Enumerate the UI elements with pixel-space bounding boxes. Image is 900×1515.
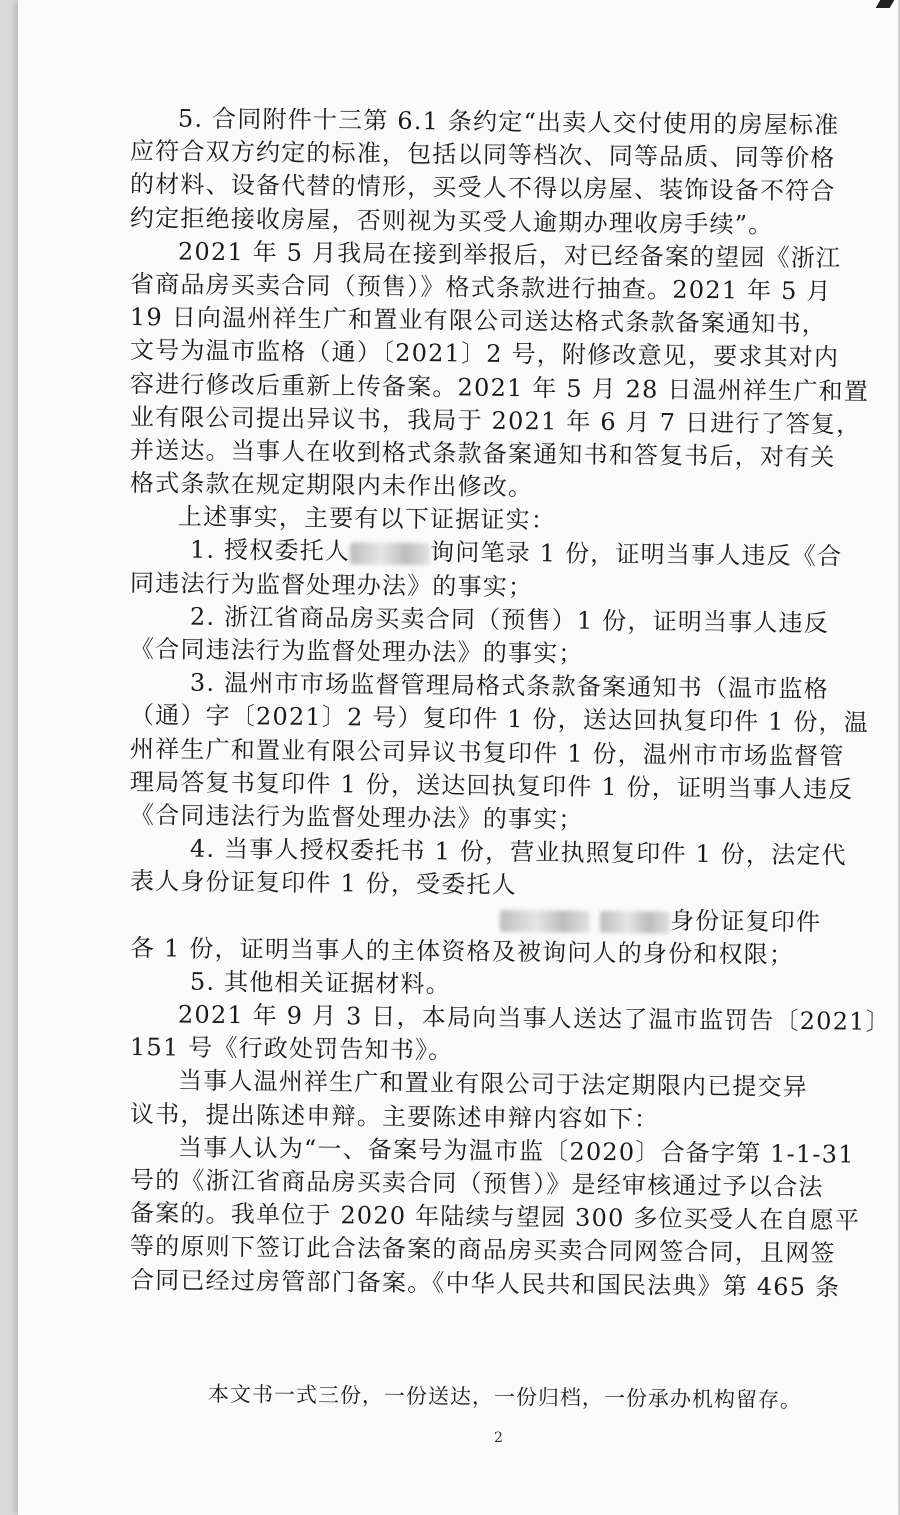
corner-mark	[876, 0, 895, 8]
text-line: 州祥生广和置业有限公司异议书复印件 1 份，温州市市场监督管	[129, 734, 845, 771]
text-line: 各 1 份，证明当事人的主体资格及被询问人的身份和权限；	[129, 933, 795, 969]
redaction-blur	[600, 910, 670, 933]
text-line: 容进行修改后重新上传备案。2021 年 5 月 28 日温州祥生广和置	[129, 369, 870, 406]
text-line: 2021 年 9 月 3 日，本局向当事人送达了温市监罚告〔2021〕	[177, 1000, 891, 1037]
document-body	[129, 102, 891, 1301]
page-number: 2	[494, 1430, 503, 1446]
text-line: 等的原则下签订此合法备案的商品房买卖合同网签合同，且网签	[129, 1232, 836, 1268]
text-line: 格式条款在规定期限内未作出修改。	[129, 469, 534, 502]
redaction-blur	[350, 542, 430, 565]
text-line: 应符合双方约定的标准，包括以同等档次、同等品质、同等价格	[129, 137, 836, 173]
text-line: 并送达。当事人在收到格式条款备案通知书和答复书后，对有关	[129, 435, 836, 472]
text-line: 省商品房买卖合同（预售）》格式条款进行抽查。2021 年 5 月	[129, 269, 832, 306]
text-line: 的材料、设备代替的情形，买受人不得以房屋、装饰设备不符合	[129, 170, 836, 206]
text-line: 上述事实，主要有以下证据证实：	[177, 502, 557, 535]
text-line: 151 号《行政处罚告知书》。	[129, 1033, 454, 1065]
text-line: 19 日向温州祥生广和置业有限公司送达格式条款备案通知书，	[129, 303, 828, 339]
text-line: 《合同违法行为监督处理办法》的事实；	[129, 800, 584, 834]
text-line: 当事人温州祥生广和置业有限公司于法定期限内已提交异	[177, 1066, 809, 1102]
text-line: 5. 合同附件十三第 6.1 条约定“出卖人交付使用的房屋标准	[177, 104, 840, 140]
footer-note: 本文书一式三份，一份送达，一份归档，一份承办机构留存。	[207, 1382, 803, 1413]
text-line: 文号为温市监格（通）〔2021〕2 号，附修改意见，要求其对内	[129, 336, 840, 372]
text-line: 2021 年 5 月我局在接到举报后，对已经备案的望园《浙江	[177, 237, 842, 273]
text-segment: 1. 授权委托人	[189, 536, 351, 566]
document-page	[18, 0, 898, 1515]
text-line: 3. 温州市市场监督管理局格式条款备案通知书（温市监格	[189, 668, 830, 704]
text-segment: 表人身份证复印件 1 份，受委托人	[129, 867, 518, 900]
text-line: （通）字〔2021〕2 号）复印件 1 份，送达回执复印件 1 份，温	[129, 701, 870, 738]
text-segment: 身份证复印件	[669, 906, 822, 936]
text-line: 合同已经过房管部门备案。《中华人民共和国民法典》第 465 条	[129, 1265, 841, 1301]
text-line: 《合同违法行为监督处理办法》的事实；	[129, 635, 584, 668]
text-line: 4. 当事人授权委托书 1 份，营业执照复印件 1 份，法定代	[189, 834, 847, 870]
redaction-blur	[500, 909, 590, 932]
text-segment: 询问笔录 1 份，证明当事人违反《合	[429, 538, 843, 571]
text-line: 议书，提出陈述申辩。主要陈述申辩内容如下：	[129, 1099, 660, 1134]
text-line: 备案的。我单位于 2020 年陆续与望园 300 多位买受人在自愿平	[129, 1199, 861, 1235]
text-line: 2. 浙江省商品房买卖合同（预售）1 份，证明当事人违反	[189, 602, 830, 638]
text-line: 号的《浙江省商品房买卖合同（预售）》是经审核通过予以合法	[129, 1166, 824, 1202]
text-line: 理局答复书复印件 1 份，送达回执复印件 1 份，证明当事人违反	[129, 767, 854, 804]
text-line: 业有限公司提出异议书，我局于 2021 年 6 月 7 日进行了答复，	[129, 402, 862, 439]
text-line: 当事人认为“一、备案号为温市监〔2020〕合备字第 1-1-31	[177, 1133, 855, 1169]
spacer	[130, 922, 500, 926]
text-line: 同违法行为监督处理办法》的事实；	[129, 568, 534, 601]
text-line: 约定拒绝接收房屋，否则视为买受人逾期办理收房手续”。	[129, 203, 774, 239]
text-line: 5. 其他相关证据材料。	[189, 967, 452, 999]
